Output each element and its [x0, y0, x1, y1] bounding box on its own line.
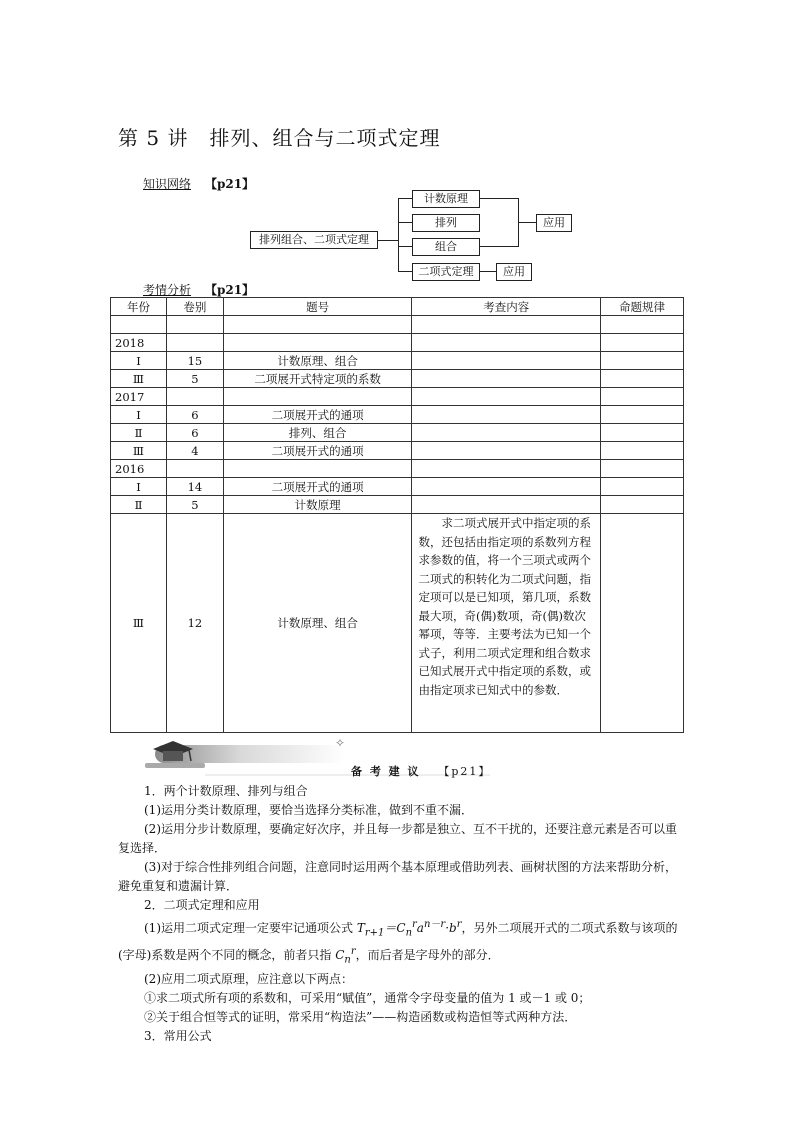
diagram-node-permutation: 排列: [412, 214, 480, 232]
section-1-item-2: (2)运用分步计数原理，要确定好次序，并且每一步都是独立、互不干扰的，还要注意元素是否可以重复选择．: [118, 822, 678, 855]
year-cell: 2018: [111, 334, 167, 352]
topic-cell: 二项展开式特定项的系数: [223, 370, 412, 388]
cell: [166, 334, 223, 352]
table-row: [111, 316, 684, 334]
paper-cell: Ⅰ: [111, 406, 167, 424]
table-row: [111, 514, 684, 733]
topic-cell: 计数原理、组合: [223, 514, 412, 733]
cell: [601, 442, 684, 460]
table-header-row: [111, 298, 684, 316]
section-1-item-3: (3)对于综合性排列组合问题，注意同时运用两个基本原理或借助列表、画树状图的方法来帮助分析，避免重复和遗漏计算．: [118, 860, 678, 893]
number-cell: 6: [166, 406, 223, 424]
paper-cell: Ⅲ: [111, 442, 167, 460]
cell: [223, 388, 412, 406]
exam-analysis-ref: 【p21】: [205, 283, 255, 297]
diagram-node-apply-2: 应用: [496, 263, 532, 281]
cell: [412, 478, 601, 496]
number-cell: 4: [166, 442, 223, 460]
topic-cell: 二项展开式的通项: [223, 478, 412, 496]
connector-combination: [398, 246, 412, 247]
diagram-node-apply-1: 应用: [536, 214, 572, 232]
cell: [601, 514, 684, 733]
table-row: [111, 424, 684, 442]
advice-banner-ref: 【p21】: [438, 765, 492, 778]
cell: [601, 406, 684, 424]
number-cell: 5: [166, 370, 223, 388]
formula-explanation: ，另外二项展开式的二项式系数与该项的(字母)系数是两个不同的概念，前者只指: [118, 921, 678, 963]
cell: [166, 316, 223, 334]
paper-cell: Ⅲ: [111, 370, 167, 388]
connector-root: [378, 240, 398, 241]
advice-banner-title: [351, 763, 491, 779]
general-term-formula: $T_{r+1}=C_n^ra^{n-r}\cdot b^r$: [356, 919, 462, 939]
cell: [601, 388, 684, 406]
year-cell: 2017: [111, 388, 167, 406]
section-2-item-2: (2)应用二项式原理，应注意以下两点：: [144, 971, 353, 986]
cell: [166, 460, 223, 478]
topic-cell: 二项展开式的通项: [223, 406, 412, 424]
section-1-item-1: (1)运用分类计数原理，要恰当选择分类标准，做到不重不漏．: [144, 803, 474, 817]
connector-combination-right: [480, 246, 518, 247]
topic-cell: 二项展开式的通项: [223, 442, 412, 460]
page-title: 第 5 讲 排列、组合与二项式定理: [118, 126, 441, 150]
section-2-item-3: ①求二项式所有项的系数和，可采用“赋值”，通常令字母变量的值为 1 或－1 或 0；: [144, 990, 591, 1005]
cell: [223, 316, 412, 334]
header-pattern: 命题规律: [601, 298, 684, 316]
section-2-title: 2．二项式定理和应用: [144, 898, 260, 912]
table-row: [111, 352, 684, 370]
section-2-item-1: [118, 915, 684, 970]
cell: [601, 334, 684, 352]
section-1-title: 1．两个计数原理、排列与组合: [144, 784, 308, 798]
cell: [412, 352, 601, 370]
topic-cell: 排列、组合: [223, 424, 412, 442]
topic-cell: 计数原理: [223, 496, 412, 514]
diagram-node-counting: 计数原理: [412, 190, 480, 208]
advice-banner: [145, 735, 490, 781]
connector-apply-2: [480, 271, 496, 272]
cell: [412, 460, 601, 478]
cell: [412, 424, 601, 442]
exam-analysis-heading: [143, 281, 254, 298]
formula-intro: (1)运用二项式定理一定要牢记通项公式: [144, 921, 357, 935]
cell: [601, 460, 684, 478]
header-year: 年份: [111, 298, 167, 316]
connector-counting: [398, 198, 412, 199]
table-row: [111, 496, 684, 514]
number-cell: 12: [166, 514, 223, 733]
table-row: [111, 334, 684, 352]
knowledge-network-label: 知识网络: [143, 177, 192, 191]
connector-binomial: [398, 271, 412, 272]
cell: [601, 316, 684, 334]
paper-cell: Ⅱ: [111, 424, 167, 442]
number-cell: 15: [166, 352, 223, 370]
cell: [223, 460, 412, 478]
table-row: [111, 460, 684, 478]
paper-cell: Ⅲ: [111, 514, 167, 733]
diagram-node-combination: 组合: [412, 238, 480, 256]
paper-cell: Ⅰ: [111, 352, 167, 370]
cell: [601, 496, 684, 514]
connector-counting-right: [480, 198, 518, 199]
table-row: [111, 442, 684, 460]
section-2-item-4: ②关于组合恒等式的证明，常采用“构造法”——构造函数或构造恒等式两种方法．: [144, 1009, 577, 1024]
paper-cell: Ⅰ: [111, 478, 167, 496]
table-row: [111, 370, 684, 388]
cell: [166, 388, 223, 406]
connector-permutation: [398, 222, 412, 223]
section-3-title: 3．常用公式: [144, 1028, 212, 1043]
cell: [601, 424, 684, 442]
diagram-node-binomial: 二项式定理: [412, 263, 480, 281]
cell: [601, 352, 684, 370]
cell: [412, 388, 601, 406]
table-row: [111, 478, 684, 496]
advice-banner-text: 备 考 建 议: [351, 765, 421, 778]
diagram-root-node: 排列组合、二项式定理: [250, 231, 378, 249]
topic-cell: 计数原理、组合: [223, 352, 412, 370]
number-cell: 14: [166, 478, 223, 496]
table-row: [111, 406, 684, 424]
paper-cell: Ⅱ: [111, 496, 167, 514]
exam-analysis-table: [110, 297, 684, 733]
header-paper: 卷别: [166, 298, 223, 316]
cell: [601, 478, 684, 496]
number-cell: 6: [166, 424, 223, 442]
cell: [412, 442, 601, 460]
cell: [111, 316, 167, 334]
cell: [412, 370, 601, 388]
advice-body: [118, 782, 684, 1046]
cell: [412, 334, 601, 352]
cell: [223, 334, 412, 352]
cell: [601, 370, 684, 388]
header-question: 题号: [223, 298, 412, 316]
exam-analysis-label: 考情分析: [143, 283, 192, 297]
connector-apply-1: [518, 222, 536, 223]
table-row: [111, 388, 684, 406]
header-content: 考查内容: [412, 298, 601, 316]
connector-trunk: [398, 198, 399, 272]
content-cell: 求二项式展开式中指定项的系数，还包括由指定项的系数列方程求参数的值，将一个三项式或两个二项式的积转化为二项式问题，指定项可以是已知项，第几项，系数最大项，奇(偶)数项，奇(偶)数次幂项，等等．主要考法为已知一个式子，利用二项式定理和组合数求已知式展开式中指定项的系数，或由指定项求已知式中的参数．: [412, 514, 601, 733]
cell: [412, 406, 601, 424]
cell: [412, 316, 601, 334]
svg-text:✧: ✧: [335, 736, 346, 750]
cell: [412, 496, 601, 514]
knowledge-network-heading: [143, 175, 254, 192]
knowledge-network-ref: 【p21】: [205, 177, 255, 191]
year-cell: 2016: [111, 460, 167, 478]
number-cell: 5: [166, 496, 223, 514]
binomial-coefficient: $C_n^r$: [335, 946, 356, 966]
formula-conclusion: ，而后者是字母外的部分．: [355, 948, 500, 963]
